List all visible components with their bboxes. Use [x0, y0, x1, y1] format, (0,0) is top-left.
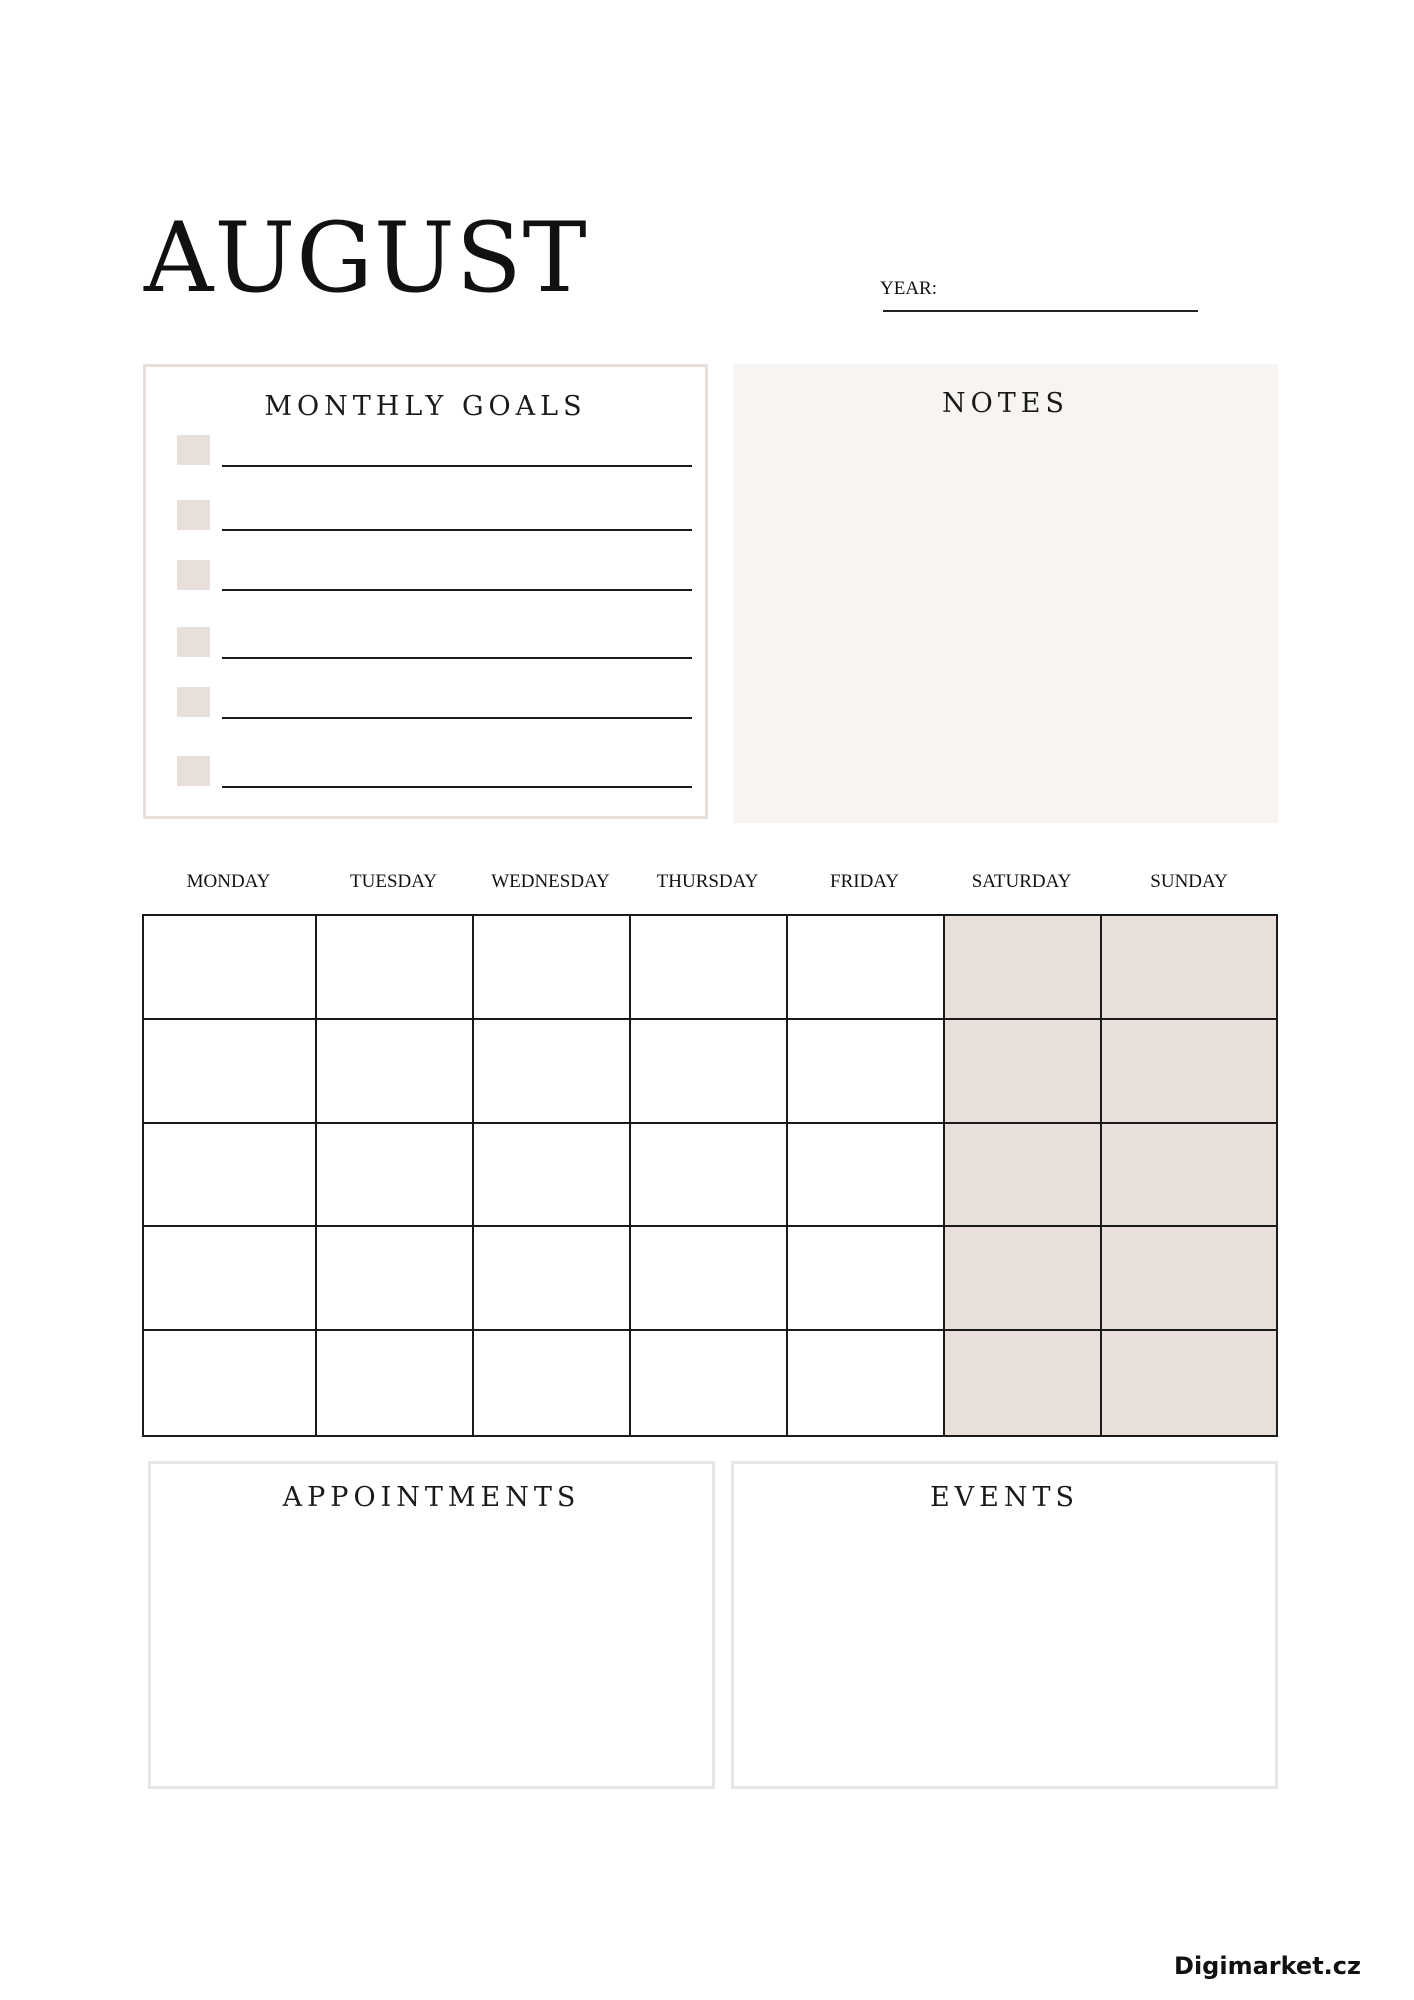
- calendar-day-cell[interactable]: [144, 916, 317, 1020]
- calendar-day-cell[interactable]: [1102, 1331, 1276, 1435]
- year-label: YEAR:: [880, 278, 937, 299]
- calendar-grid: [142, 914, 1278, 1437]
- calendar-day-cell[interactable]: [317, 1124, 474, 1228]
- goal-line[interactable]: [222, 786, 692, 788]
- goal-checkbox[interactable]: [177, 435, 210, 465]
- calendar-day-cell[interactable]: [474, 1020, 631, 1124]
- goal-line[interactable]: [222, 529, 692, 531]
- calendar-day-cell[interactable]: [788, 1331, 945, 1435]
- goal-checkbox[interactable]: [177, 756, 210, 786]
- notes-title: NOTES: [942, 388, 1069, 419]
- goal-line[interactable]: [222, 717, 692, 719]
- calendar-day-cell[interactable]: [945, 1227, 1102, 1331]
- events-panel[interactable]: [731, 1461, 1278, 1789]
- calendar-day-cell[interactable]: [317, 916, 474, 1020]
- day-header-saturday: SATURDAY: [971, 871, 1072, 892]
- goal-checkbox[interactable]: [177, 687, 210, 717]
- year-field-line[interactable]: [883, 310, 1198, 312]
- calendar-day-cell[interactable]: [631, 1020, 788, 1124]
- calendar-day-cell[interactable]: [474, 1331, 631, 1435]
- calendar-day-cell[interactable]: [788, 1227, 945, 1331]
- calendar-day-cell[interactable]: [945, 916, 1102, 1020]
- calendar-day-cell[interactable]: [1102, 1020, 1276, 1124]
- goal-line[interactable]: [222, 657, 692, 659]
- calendar-day-cell[interactable]: [631, 1227, 788, 1331]
- calendar-day-cell[interactable]: [945, 1124, 1102, 1228]
- calendar-day-cell[interactable]: [144, 1331, 317, 1435]
- calendar-day-cell[interactable]: [317, 1331, 474, 1435]
- calendar-day-cell[interactable]: [631, 1331, 788, 1435]
- calendar-day-cell[interactable]: [144, 1227, 317, 1331]
- calendar-day-cell[interactable]: [474, 1227, 631, 1331]
- calendar-day-cell[interactable]: [1102, 1227, 1276, 1331]
- calendar-day-cell[interactable]: [631, 916, 788, 1020]
- brand-logo-text: Digimarket.cz: [1174, 1952, 1361, 1980]
- goal-line[interactable]: [222, 465, 692, 467]
- goal-checkbox[interactable]: [177, 560, 210, 590]
- calendar-day-cell[interactable]: [474, 916, 631, 1020]
- appointments-panel[interactable]: [148, 1461, 715, 1789]
- calendar-day-cell[interactable]: [1102, 916, 1276, 1020]
- day-header-thursday: THURSDAY: [656, 871, 759, 892]
- goal-line[interactable]: [222, 589, 692, 591]
- calendar-day-cell[interactable]: [788, 1124, 945, 1228]
- goal-checkbox[interactable]: [177, 500, 210, 530]
- monthly-goals-title: MONTHLY GOALS: [264, 391, 587, 422]
- day-header-tuesday: TUESDAY: [350, 871, 437, 892]
- calendar-day-cell[interactable]: [1102, 1124, 1276, 1228]
- calendar-day-cell[interactable]: [474, 1124, 631, 1228]
- appointments-title: APPOINTMENTS: [282, 1482, 581, 1513]
- calendar-day-cell[interactable]: [788, 1020, 945, 1124]
- events-title: EVENTS: [929, 1482, 1080, 1513]
- calendar-day-cell[interactable]: [317, 1020, 474, 1124]
- day-header-wednesday: WEDNESDAY: [491, 871, 610, 892]
- monthly-goals-panel: [143, 364, 708, 819]
- calendar-day-cell[interactable]: [317, 1227, 474, 1331]
- goal-checkbox[interactable]: [177, 627, 210, 657]
- calendar-day-cell[interactable]: [144, 1020, 317, 1124]
- calendar-day-cell[interactable]: [144, 1124, 317, 1228]
- day-header-monday: MONDAY: [186, 871, 271, 892]
- page-title: AUGUST: [144, 202, 588, 314]
- calendar-day-cell[interactable]: [788, 916, 945, 1020]
- calendar-day-cell[interactable]: [945, 1020, 1102, 1124]
- calendar-day-cell[interactable]: [631, 1124, 788, 1228]
- day-header-friday: FRIDAY: [830, 871, 899, 892]
- notes-panel[interactable]: [733, 364, 1278, 823]
- day-header-sunday: SUNDAY: [1150, 871, 1228, 892]
- calendar-day-cell[interactable]: [945, 1331, 1102, 1435]
